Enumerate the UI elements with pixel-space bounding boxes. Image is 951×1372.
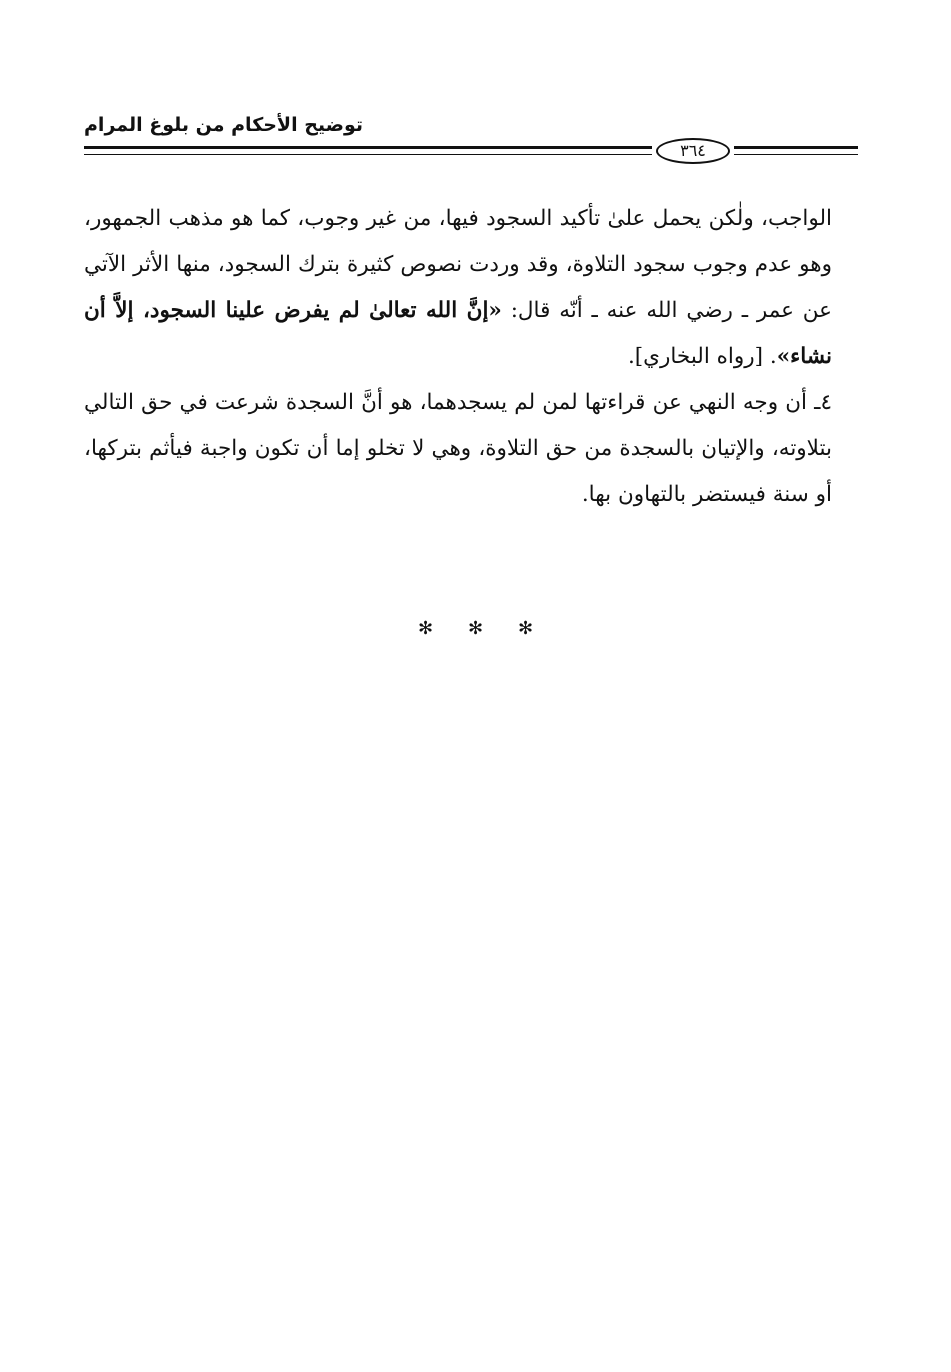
- paragraph-2-point-4: ٤ـ أن وجه النهي عن قراءتها لمن لم يسجدهما، هو أنَّ السجدة شرعت في حق التالي بتلاوته، والإتيان بالسجدة من حق التلاوة، وهي لا تخلو إما أن تكون واجبة فيأثم بتركها، أو سنة فيستضر بالتهاون بها.: [84, 390, 832, 507]
- paragraph-1: [84, 196, 832, 380]
- running-title: توضيح الأحكام من بلوغ المرام: [84, 114, 364, 136]
- header-rule-right: [734, 146, 858, 155]
- quote-umar-part-2: إلاَّ أن نشاء»: [84, 298, 832, 369]
- section-separator: [0, 618, 951, 639]
- quote-umar-part-1: «إنَّ الله تعالىٰ لم يفرض علينا السجود،: [133, 298, 502, 323]
- body-text: [84, 196, 832, 518]
- asterisk-ornament-icon: ✻: [467, 618, 484, 639]
- paragraph-1-text: الواجب، ولٰكن يحمل علىٰ تأكيد السجود فيها، من غير وجوب، كما هو مذهب الجمهور، وهو عدم وجوب سجود التلاوة، وقد وردت نصوص كثيرة بترك السجود، منها الأثر الآتي عن عمر ـ رضي الله عنه ـ أنّه قال:: [84, 206, 832, 323]
- asterisk-ornament-icon: ✻: [517, 618, 534, 639]
- header-rule-left: [84, 146, 652, 155]
- asterisk-ornament-icon: ✻: [417, 618, 434, 639]
- citation-bukhari: . [رواه البخاري].: [627, 344, 777, 369]
- page-number: ٣٦٤: [656, 138, 730, 164]
